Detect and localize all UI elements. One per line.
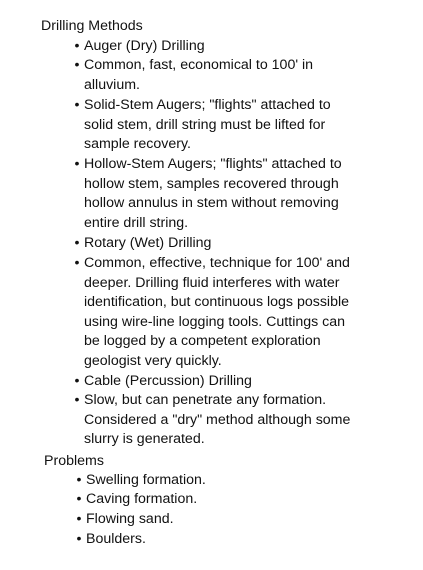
drilling-method-item-text: hollow stem, samples recovered through bbox=[84, 175, 339, 192]
drilling-method-item-text: deeper. Drilling fluid interferes with water bbox=[84, 274, 340, 291]
drilling-method-item-text: hollow annulus in stem without removing bbox=[84, 195, 339, 212]
drilling-method-item-text: identification, but continuous logs possible bbox=[84, 294, 350, 311]
drilling-method-item bbox=[72, 391, 350, 450]
bullet-icon: • bbox=[74, 235, 80, 251]
bullet-icon: • bbox=[74, 97, 80, 113]
problem-item-text: Swelling formation. bbox=[86, 472, 206, 488]
drilling-method-item bbox=[72, 254, 350, 372]
problem-item bbox=[74, 490, 197, 510]
drilling-method-item-text: Common, fast, economical to 100' in bbox=[84, 57, 314, 73]
bullet-icon: • bbox=[74, 156, 80, 172]
drilling-method-item-text: Hollow-Stem Augers; "flights" attached to bbox=[84, 156, 342, 172]
drilling-method-item bbox=[72, 155, 342, 233]
drilling-method-item-text: Cable (Percussion) Drilling bbox=[84, 373, 252, 389]
problem-item-text: Caving formation. bbox=[86, 491, 198, 507]
drilling-method-item-text: geologist very quickly. bbox=[84, 352, 222, 369]
drilling-method-item-text: sample recovery. bbox=[84, 136, 191, 153]
drilling-method-item bbox=[72, 96, 331, 155]
problem-item bbox=[74, 471, 206, 491]
bullet-icon: • bbox=[76, 472, 82, 488]
drilling-method-item bbox=[72, 372, 252, 392]
problems-heading: Problems bbox=[44, 453, 104, 469]
bullet-icon: • bbox=[74, 38, 80, 54]
bullet-icon: • bbox=[74, 392, 80, 408]
drilling-method-item bbox=[72, 234, 211, 254]
drilling-method-item-text: entire drill string. bbox=[84, 214, 189, 231]
problem-item bbox=[74, 530, 146, 550]
bullet-icon: • bbox=[74, 255, 80, 271]
drilling-method-item bbox=[72, 56, 313, 95]
problem-item bbox=[74, 510, 174, 530]
drilling-method-item-text: Slow, but can penetrate any formation. bbox=[84, 392, 327, 408]
bullet-icon: • bbox=[76, 531, 82, 547]
drilling-method-item-text: using wire-line logging tools. Cuttings can bbox=[84, 313, 346, 330]
bullet-icon: • bbox=[76, 491, 82, 507]
drilling-method-item-text: slurry is generated. bbox=[84, 431, 205, 448]
drilling-methods-heading: Drilling Methods bbox=[41, 18, 143, 34]
drilling-method-item-text: Considered a "dry" method although some bbox=[84, 411, 351, 428]
drilling-method-item-text: Solid-Stem Augers; "flights" attached to bbox=[84, 97, 331, 113]
problem-item-text: Boulders. bbox=[86, 531, 146, 547]
bullet-icon: • bbox=[76, 511, 82, 527]
drilling-method-item-text: be logged by a competent exploration bbox=[84, 333, 321, 350]
drilling-method-item-text: Common, effective, technique for 100' and bbox=[84, 255, 350, 271]
problem-item-text: Flowing sand. bbox=[86, 511, 174, 527]
drilling-method-item-text: Rotary (Wet) Drilling bbox=[84, 235, 212, 251]
bullet-icon: • bbox=[74, 373, 80, 389]
bullet-icon: • bbox=[74, 57, 80, 73]
drilling-method-item-text: solid stem, drill string must be lifted for bbox=[84, 116, 326, 133]
drilling-method-item-text: alluvium. bbox=[84, 76, 140, 93]
drilling-method-item bbox=[72, 37, 205, 57]
drilling-method-item-text: Auger (Dry) Drilling bbox=[84, 38, 205, 54]
